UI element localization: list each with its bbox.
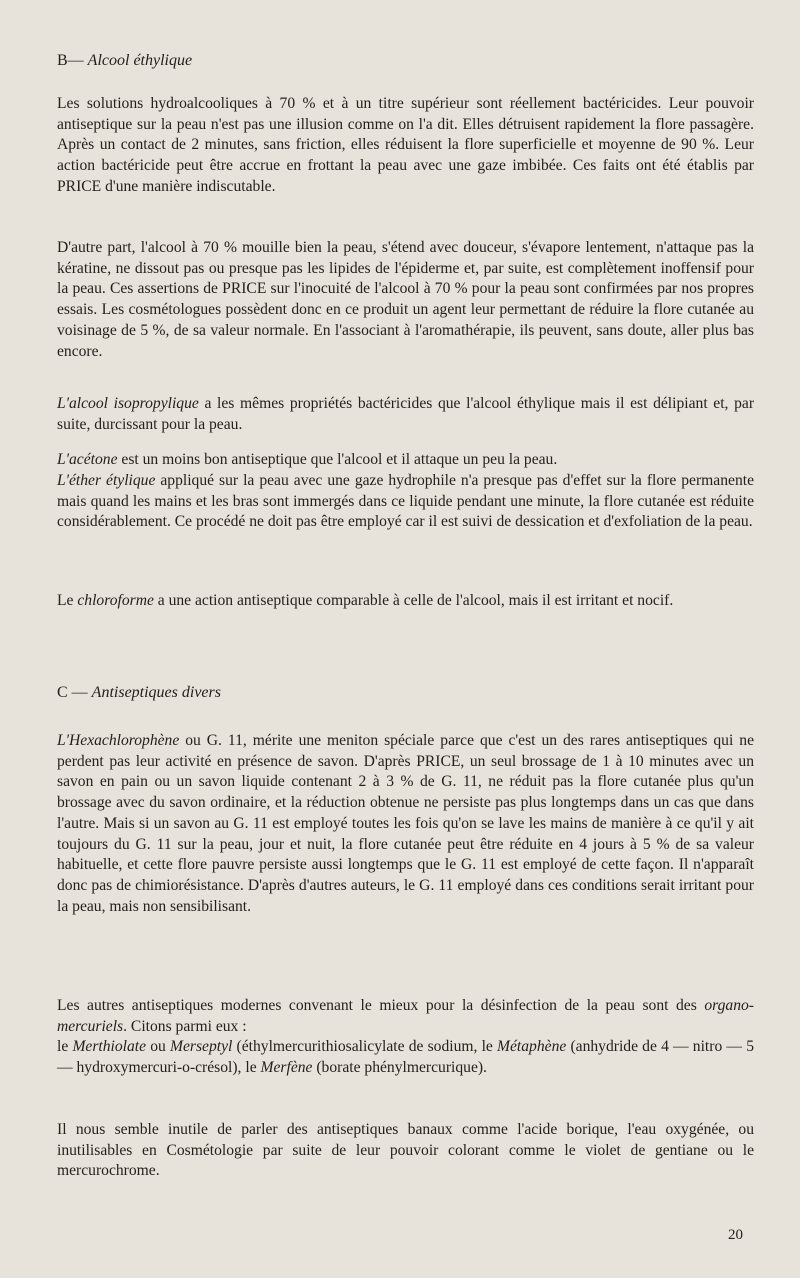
paragraph-8-text-e: (éthylmercurithiosalicylate de sodium, le bbox=[232, 1038, 498, 1056]
paragraph-8-text-f: (anhydride de 4 — nitro — 5 — hydroxymercuri-o-crésol), le bbox=[57, 1038, 754, 1077]
paragraph-6-text: a une action antiseptique comparable à celle de l'alcool, mais il est irritant et nocif. bbox=[153, 592, 674, 609]
paragraph-5 bbox=[57, 471, 754, 533]
section-c-prefix: C — bbox=[57, 684, 92, 701]
paragraph-5-text: appliqué sur la peau avec une gaze hydrophile n'a presque pas d'effet sur la flore permanente mais quand les mains et les bras sont immergés dans ce liquide pendant une minute, la flore cutanée est réduite considérablement. Ce procédé ne doit pas être employé car il est suivi de dessication et d'exfoliation de la peau. bbox=[57, 472, 754, 531]
paragraph-7 bbox=[57, 731, 754, 917]
section-c-title: Antiseptiques divers bbox=[91, 684, 221, 701]
section-b-prefix: B— bbox=[57, 52, 84, 69]
paragraph-8-text-d: ou bbox=[146, 1038, 170, 1056]
paragraph-6 bbox=[57, 591, 754, 612]
paragraph-4 bbox=[57, 450, 754, 471]
term-metaphene: Métaphène bbox=[497, 1038, 567, 1056]
paragraph-3-text: a les mêmes propriétés bactéricides que l'alcool éthylique mais il est délipiant et, par suite, durcissant pour la peau. bbox=[57, 395, 755, 433]
term-merthiolate: Merthiolate bbox=[72, 1038, 147, 1056]
paragraph-4-text: est un moins bon antiseptique que l'alcool et il attaque un peu la peau. bbox=[117, 451, 558, 468]
term-acetone: L'acétone bbox=[57, 451, 118, 468]
section-c-heading bbox=[57, 684, 221, 702]
paragraph-8-text-c: le bbox=[57, 1038, 73, 1056]
term-chloroforme: chloroforme bbox=[77, 592, 154, 609]
term-alcool-isopropylique: L'alcool isopropylique bbox=[57, 395, 199, 412]
paragraph-6-pre: Le bbox=[57, 592, 78, 609]
paragraph-7-text: ou G. 11, mérite une meniton spéciale parce que c'est un des rares antiseptiques qui ne perdent pas leur activité en présence de savon. D'après PRICE, un seul brossage de 1 à 10 minutes avec un savon en pain ou un savon liquide contenant 2 à 3 % de G. 11, ne réduit pas la flore cutanée plus qu'un brossage avec du savon ordinaire, et la réduction obtenue ne persiste pas plus longtemps dans un cas que dans l'autre. Mais si un savon au G. 11 est employé toutes les fois qu'on se lave les mains de manière à ce qu'il y ait toujours du G. 11 sur la peau, jour et nuit, la flore cutanée peut être réduite en 4 jours à 5 % de sa valeur habituelle, et cette flore pauvre persiste aussi longtemps que le G. 11 est employé de cette façon. Il n'apparaît donc pas de chimiorésistance. D'après d'autres auteurs, le G. 11 employé dans ces conditions serait irritant pour la peau, mais non sensibilisant. bbox=[57, 732, 754, 915]
section-b-heading bbox=[57, 52, 192, 70]
paragraph-8-text-a: Les autres antiseptiques modernes convenant le mieux pour la désinfection de la peau sont des bbox=[57, 997, 705, 1014]
term-organo-mercuriels: organo-mercuriels bbox=[57, 997, 754, 1035]
paragraph-3 bbox=[57, 394, 754, 435]
term-ether-etylique: L'éther étylique bbox=[57, 472, 156, 489]
paragraph-1: Les solutions hydroalcooliques à 70 % et à un titre supérieur sont réellement bactéricides. Leur pouvoir antiseptique sur la peau n'est pas une illusion comme on l'a dit. Elles détruisent rapidement la flore passagère. Après un contact de 2 minutes, sans friction, elles réduisent la flore superficielle et moyenne de 90 %. Leur action bactéricide peut être accrue en frottant la peau avec une gaze imbibée. Ces faits ont été établis par PRICE d'une manière indiscutable. bbox=[57, 95, 754, 195]
term-merseptyl: Merseptyl bbox=[170, 1038, 233, 1056]
term-hexachlorophene: L'Hexachlorophène bbox=[57, 732, 180, 749]
section-b-title: Alcool éthylique bbox=[87, 52, 193, 69]
paragraph-8 bbox=[57, 996, 754, 1079]
paragraph-2: D'autre part, l'alcool à 70 % mouille bien la peau, s'étend avec douceur, s'évapore lentement, n'attaque pas la kératine, ne dissout pas ou presque pas les lipides de l'épiderme et, par suite, est complètement inoffensif pour la peau. Ces assertions de PRICE sur l'inocuité de l'alcool à 70 % pour la peau sont confirmées par nos propres essais. Les cosmétologues possèdent donc en ce produit un agent leur permettant de réduire la flore cutanée au voisinage de 5 %, de sa valeur normale. En l'associant à l'aromathérapie, ils peuvent, sans doute, aller plus bas encore. bbox=[57, 239, 754, 360]
paragraph-8-text-g: (borate phénylmercurique). bbox=[312, 1059, 487, 1077]
paragraph-9: Il nous semble inutile de parler des antiseptiques banaux comme l'acide borique, l'eau oxygénée, ou inutilisables en Cosmétologie par suite de leur pouvoir colorant comme le violet de gentiane ou le mercurochrome. bbox=[57, 1121, 754, 1180]
page-number: 20 bbox=[728, 1227, 743, 1243]
paragraph-8-text-b: . Citons parmi eux : bbox=[123, 1017, 247, 1035]
term-merfene: Merfène bbox=[260, 1059, 313, 1077]
